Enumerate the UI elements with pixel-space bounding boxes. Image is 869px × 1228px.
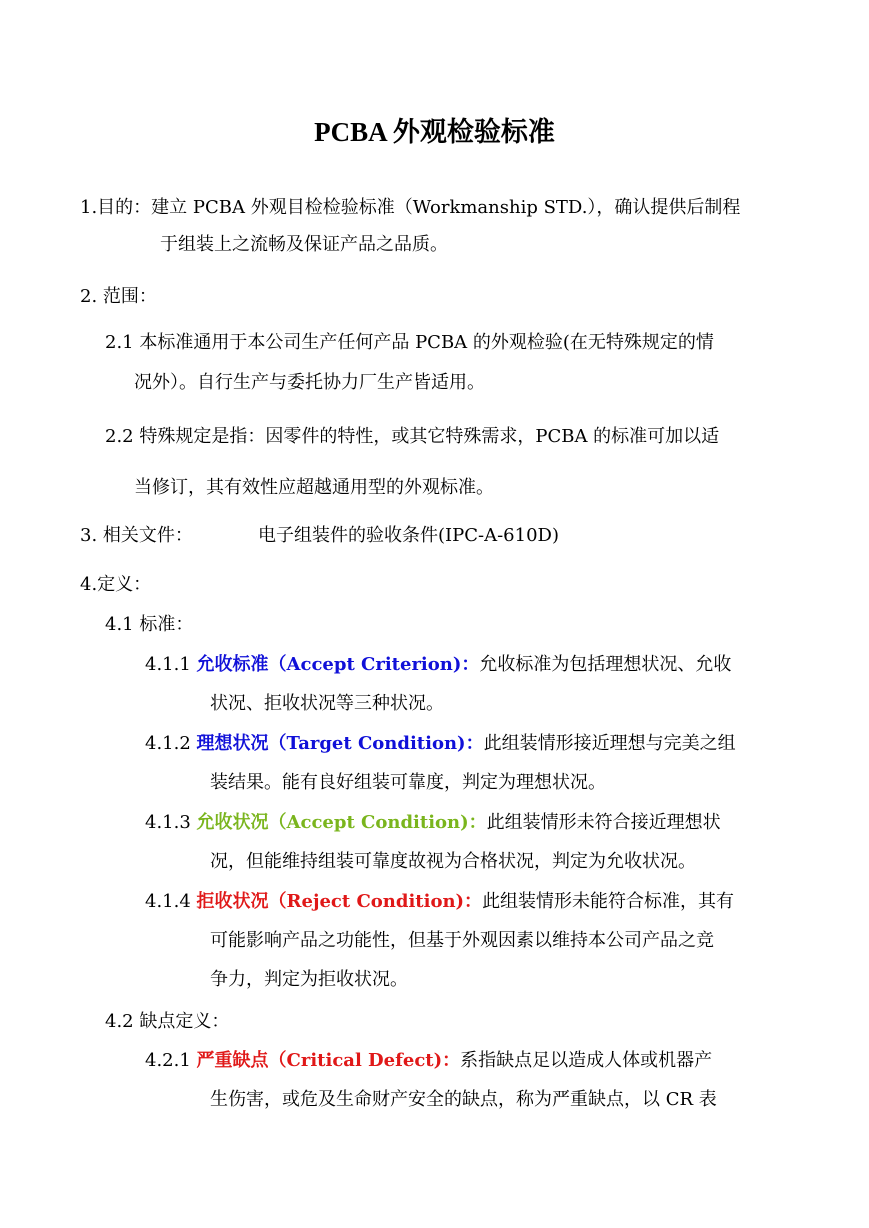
definition-4-1-4: [145, 889, 734, 915]
term-description: 此组装情形接近理想与完美之组: [483, 733, 736, 754]
definition-4-1-4-line-3: 争力，判定为拒收状况。: [210, 969, 408, 990]
definition-4-1-3: [145, 810, 721, 836]
item-number: 4.2.1: [145, 1050, 197, 1071]
related-docs-value: 电子组装件的验收条件(IPC-A-610D): [258, 525, 559, 546]
scope-2-2-line-1: 2.2 特殊规定是指：因零件的特性，或其它特殊需求，PCBA 的标准可加以适: [105, 426, 720, 447]
definition-4-1-3-line-2: 况，但能维持组装可靠度故视为合格状况，判定为允收状况。: [210, 851, 696, 872]
term-target-condition: 理想状况（Target Condition)：: [196, 733, 484, 754]
item-number: 4.1.2: [145, 733, 197, 754]
scope-2-1-line-2: 况外）。自行生产与委托协力厂生产皆适用。: [134, 372, 485, 393]
term-accept-condition: 允收状况（Accept Condition)：: [196, 812, 487, 833]
definition-4-2: 4.2 缺点定义：: [105, 1011, 230, 1032]
term-critical-defect: 严重缺点（Critical Defect)：: [196, 1050, 461, 1071]
definition-4-1-4-line-2: 可能影响产品之功能性，但基于外观因素以维持本公司产品之竞: [210, 930, 714, 951]
term-accept-criterion: 允收标准（Accept Criterion)：: [196, 654, 480, 675]
related-docs-label: 3. 相关文件：: [80, 525, 193, 546]
definition-4-1-1-line-2: 状况、拒收状况等三种状况。: [210, 693, 444, 714]
page-title: PCBA 外观检验标准: [314, 117, 555, 147]
definition-4-2-1-line-2: 生伤害，或危及生命财产安全的缺点，称为严重缺点，以 CR 表: [210, 1089, 717, 1110]
definition-4-1-1: [145, 652, 731, 678]
purpose-line-2: 于组装上之流畅及保证产品之品质。: [160, 234, 448, 255]
definition-4-2-1: [145, 1048, 712, 1074]
scope-heading: 2. 范围：: [80, 286, 157, 307]
term-reject-condition: 拒收状况（Reject Condition)：: [196, 891, 483, 912]
scope-2-1-line-1: 2.1 本标准通用于本公司生产任何产品 PCBA 的外观检验(在无特殊规定的情: [105, 332, 714, 353]
term-description: 允收标准为包括理想状况、允收: [479, 654, 732, 675]
item-number: 4.1.3: [145, 812, 197, 833]
definition-4-1: 4.1 标准：: [105, 614, 194, 635]
term-description: 此组装情形未符合接近理想状: [486, 812, 721, 833]
term-description: 系指缺点足以造成人体或机器产: [460, 1050, 713, 1071]
term-description: 此组装情形未能符合标准，其有: [482, 891, 735, 912]
item-number: 4.1.1: [145, 654, 197, 675]
definition-4-1-2: [145, 731, 736, 757]
definition-heading: 4.定义：: [80, 574, 152, 595]
scope-2-2-line-2: 当修订，其有效性应超越通用型的外观标准。: [134, 477, 494, 498]
purpose-line-1: 1.目的：建立 PCBA 外观目检检验标准（Workmanship STD.），确认提供后制程: [80, 197, 741, 218]
item-number: 4.1.4: [145, 891, 197, 912]
definition-4-1-2-line-2: 装结果。能有良好组装可靠度，判定为理想状况。: [210, 772, 606, 793]
